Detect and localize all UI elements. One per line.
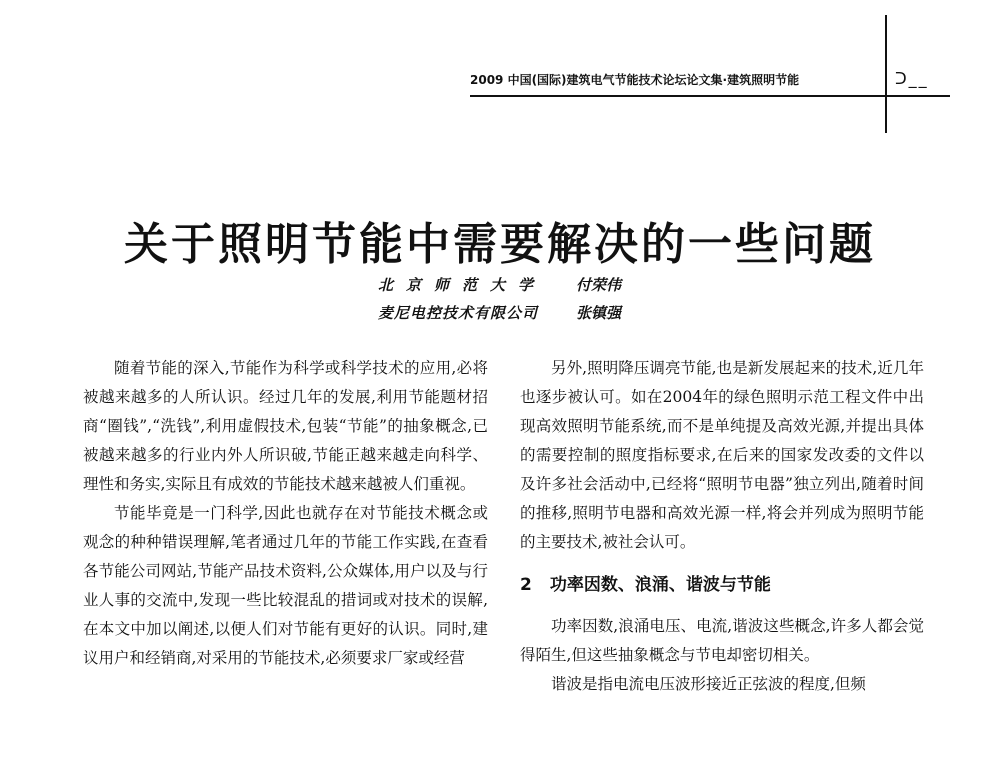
body-paragraph: 功率因数,浪涌电压、电流,谐波这些概念,许多人都会觉得陌生,但这些抽象概念与节电却密切相关。 (520, 617, 924, 664)
author-institution: 北京师范大学 (378, 276, 547, 294)
author-row (378, 299, 698, 327)
section-title: 功率因数、浪涌、谐波与节能 (549, 575, 771, 595)
left-column (83, 354, 488, 673)
author-institution: 麦尼电控技术有限公司 (378, 304, 539, 322)
section-number: 2 (520, 575, 532, 595)
author-block (378, 271, 698, 327)
author-name: 张镇强 (576, 304, 622, 322)
body-paragraph: 谐波是指电流电压波形接近正弦波的程度,但频 (551, 675, 866, 693)
header-vertical-rule (885, 15, 887, 133)
right-column (520, 354, 924, 699)
running-head: 2009 中国(国际)建筑电气节能技术论坛论文集·建筑照明节能 (470, 73, 800, 87)
body-paragraph: 另外,照明降压调亮节能,也是新发展起来的技术,近几年也逐步被认可。如在2004年的绿色照明示范工程文件中出现高效照明节能系统,而不是单纯提及高效光源,并提出具体的需要控制的照度指标要求,在后来的国家发改委的文件以及许多社会活动中,已经将“照明节电器”独立列出,随着时间的推移,照明节电器和高效光源一样,将会并列成为照明节能的主要技术,被社会认可。 (520, 359, 924, 551)
author-name: 付荣伟 (576, 276, 622, 294)
section-heading (520, 573, 924, 597)
body-paragraph: 随着节能的深入,节能作为科学或科学技术的应用,必将被越来越多的人所认识。经过几年的发展,利用节能题材招商“圈钱”,“洗钱”,利用虚假技术,包装“节能”的抽象概念,已被越来越多的行业内外人所识破,节能正越来越走向科学、理性和务实,实际且有成效的节能技术越来越被人们重视。 (83, 359, 488, 493)
author-row (378, 271, 698, 299)
page-number-mark: ᑐ__ (895, 69, 929, 88)
header-rule (470, 95, 950, 97)
article-title: 关于照明节能中需要解决的一些问题 (124, 219, 876, 271)
body-paragraph: 节能毕竟是一门科学,因此也就存在对节能技术概念或观念的种种错误理解,笔者通过几年的节能工作实践,在查看各节能公司网站,节能产品技术资料,公众媒体,用户以及与行业人事的交流中,发现一些比较混乱的措词或对技术的误解,在本文中加以阐述,以便人们对节能有更好的认识。同时,建议用户和经销商,对采用的节能技术,必须要求厂家或经营 (83, 504, 488, 667)
